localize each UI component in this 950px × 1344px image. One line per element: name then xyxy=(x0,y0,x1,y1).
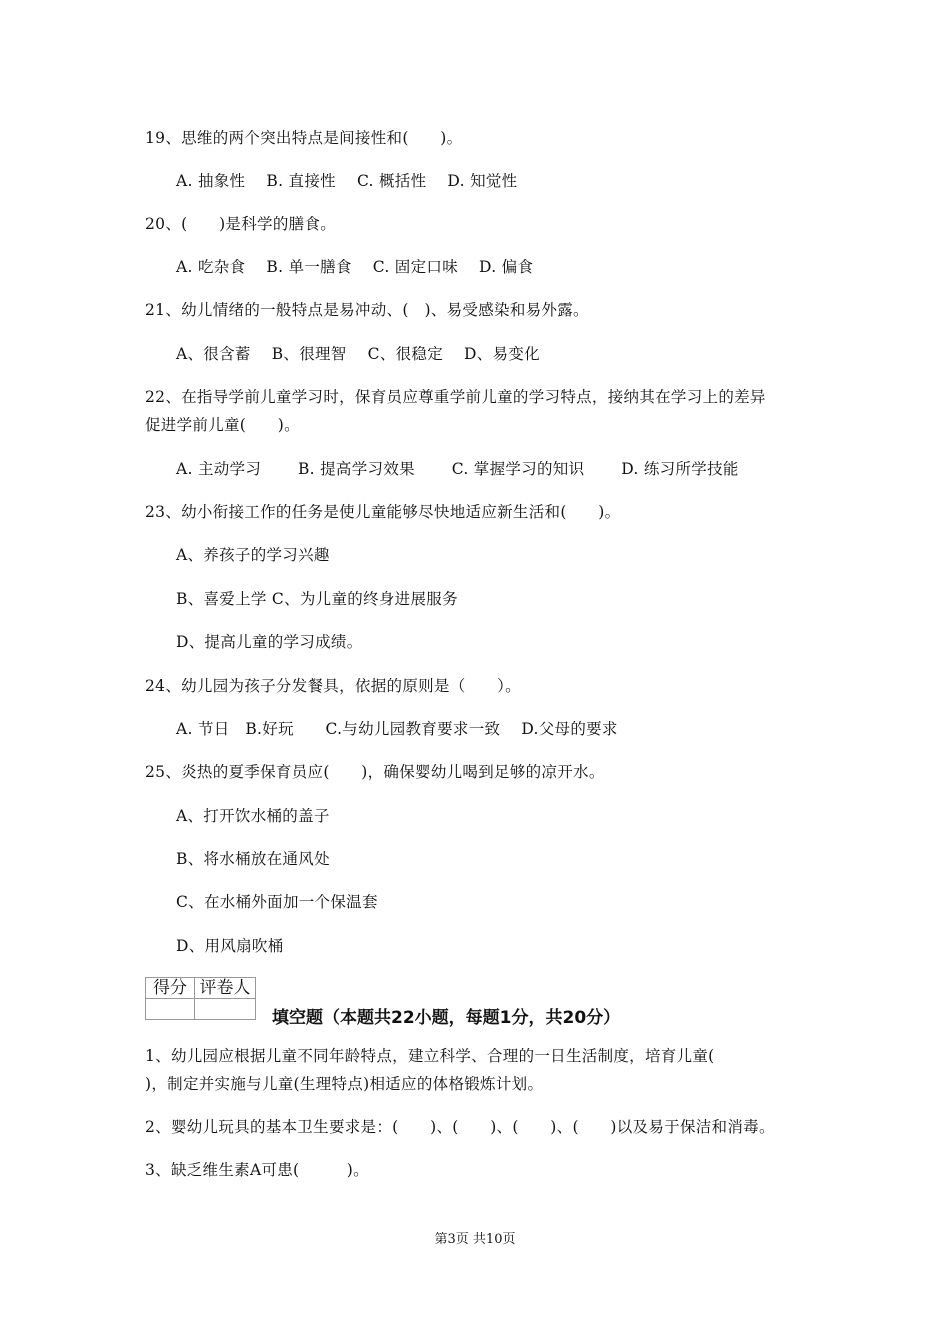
grader-cell xyxy=(195,999,256,1020)
q23-option-d: D、提高儿童的学习成绩。 xyxy=(176,633,363,651)
q20-options: A. 吃杂食 B. 单一膳食 C. 固定口味 D. 偏食 xyxy=(176,258,534,276)
q24-options: A. 节日 B.好玩 C.与幼儿园教育要求一致 D.父母的要求 xyxy=(176,720,618,738)
q25-option-a: A、打开饮水桶的盖子 xyxy=(176,807,330,825)
q25-option-b: B、将水桶放在通风处 xyxy=(176,850,330,868)
q19-stem: 19、思维的两个突出特点是间接性和( )。 xyxy=(145,129,463,147)
q20-stem: 20、( )是科学的膳食。 xyxy=(145,215,337,233)
q25-option-c: C、在水桶外面加一个保温套 xyxy=(176,893,378,911)
q19-options: A. 抽象性 B. 直接性 C. 概括性 D. 知觉性 xyxy=(176,172,518,190)
score-label: 得分 xyxy=(146,978,195,999)
q22-stem-line1: 22、在指导学前儿童学习时，保育员应尊重学前儿童的学习特点，接纳其在学习上的差异 xyxy=(145,388,766,406)
q25-stem: 25、炎热的夏季保育员应( )，确保婴幼儿喝到足够的凉开水。 xyxy=(145,763,605,781)
section-title: 填空题（本题共22小题，每题1分，共20分） xyxy=(272,1008,621,1028)
score-cell xyxy=(146,999,195,1020)
q22-options: A. 主动学习 B. 提高学习效果 C. 掌握学习的知识 D. 练习所学技能 xyxy=(176,460,739,478)
q23-stem: 23、幼小衔接工作的任务是使儿童能够尽快地适应新生活和( )。 xyxy=(145,503,621,521)
fill-1-line1: 1、幼儿园应根据儿童不同年龄特点，建立科学、合理的一日生活制度，培育儿童( xyxy=(145,1047,715,1065)
q25-option-d: D、用风扇吹桶 xyxy=(176,937,284,955)
grader-label: 评卷人 xyxy=(195,978,256,999)
fill-1-line2: )，制定并实施与儿童(生理特点)相适应的体格锻炼计划。 xyxy=(145,1075,544,1093)
q24-stem: 24、幼儿园为孩子分发餐具，依据的原则是（ ）。 xyxy=(145,677,521,695)
q21-stem: 21、幼儿情绪的一般特点是易冲动、( )、易受感染和易外露。 xyxy=(145,301,589,319)
q22-stem-line2: 促进学前儿童( )。 xyxy=(145,416,300,434)
q21-options: A、很含蓄 B、很理智 C、很稳定 D、易变化 xyxy=(176,345,540,363)
q23-option-bc: B、喜爱上学 C、为儿童的终身进展服务 xyxy=(176,590,458,608)
page-footer: 第3页 共10页 xyxy=(434,1232,516,1247)
fill-3: 3、缺乏维生素A可患( )。 xyxy=(145,1161,369,1179)
score-table xyxy=(145,977,256,1020)
fill-2: 2、婴幼儿玩具的基本卫生要求是：( )、( )、( )、( )以及易于保洁和消毒。 xyxy=(145,1118,775,1136)
q23-option-a: A、养孩子的学习兴趣 xyxy=(176,546,330,564)
